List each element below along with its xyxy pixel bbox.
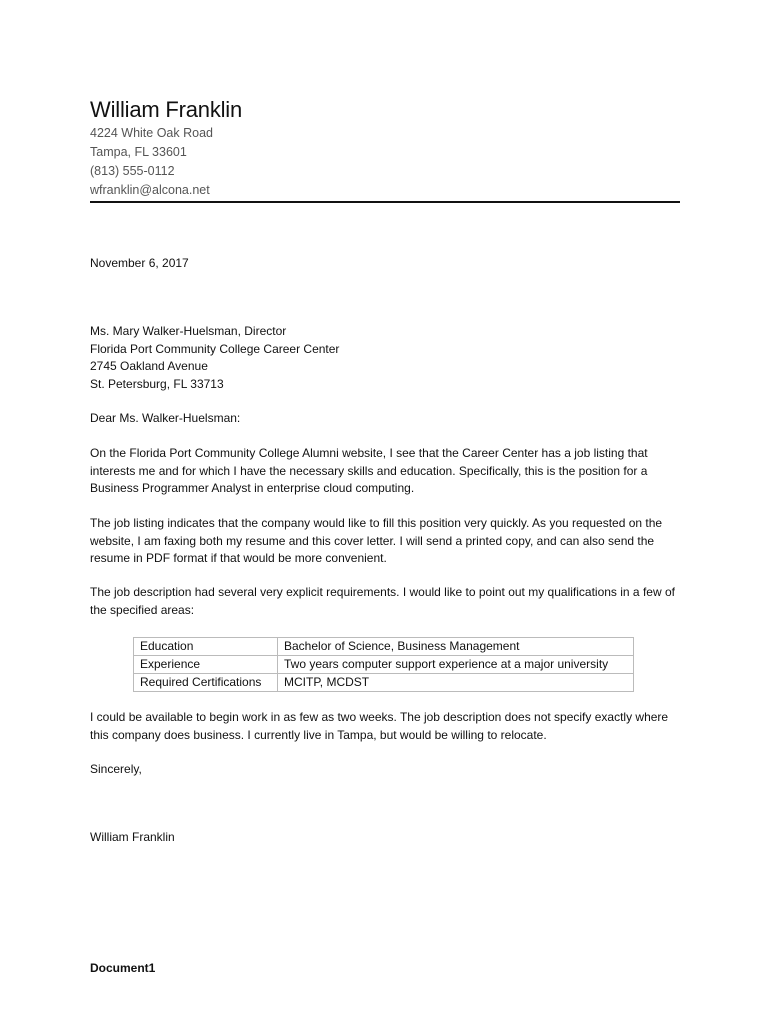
qualification-label: Experience [134,656,278,674]
sender-city: Tampa, FL 33601 [90,145,187,159]
sender-address: 4224 White Oak Road [90,126,213,140]
recipient-block [90,323,339,393]
salutation: Dear Ms. Walker-Huelsman: [90,411,241,425]
signature-name: William Franklin [90,830,175,844]
document-footer: Document1 [90,961,156,975]
recipient-line-name: Ms. Mary Walker-Huelsman, Director [90,324,287,338]
paragraph-1: On the Florida Port Community College Alumni website, I see that the Career Center has a job listing that interests me and for which I have the necessary skills and education. Specifically, this is the position for a Business Programmer Analyst in enterprise cloud computing. [90,446,648,495]
qualification-value: Two years computer support experience at a major university [278,656,634,674]
paragraph-4: I could be available to begin work in as few as two weeks. The job description does not specify exactly where this company does business. I currently live in Tampa, but would be willing to relocate. [90,710,669,742]
recipient-line-city: St. Petersburg, FL 33713 [90,376,224,391]
sender-name: William Franklin [90,97,243,122]
qualification-value: Bachelor of Science, Business Management [278,638,634,656]
recipient-line-org: Florida Port Community College Career Center [90,341,340,356]
qualification-value: MCITP, MCDST [278,674,634,692]
table-row [134,656,634,674]
sender-email: wfranklin@alcona.net [90,183,210,197]
closing: Sincerely, [90,762,142,776]
recipient-line-street: 2745 Oakland Avenue [90,359,208,373]
letter-date: November 6, 2017 [90,256,189,270]
table-row [134,638,634,656]
qualification-label: Education [134,638,278,656]
sender-block [90,96,680,200]
table-row [134,674,634,692]
qualification-label: Required Certifications [134,674,278,692]
paragraph-2: The job listing indicates that the company would like to fill this position very quickly. As you requested on the website, I am faxing both my resume and this cover letter. I will send a printed copy, and can also send the resume in PDF format if that would be more convenient. [90,516,663,565]
sender-phone: (813) 555-0112 [90,164,175,178]
header-divider [90,201,680,203]
qualifications-table [133,637,634,692]
paragraph-3: The job description had several very explicit requirements. I would like to point out my qualifications in a few of the specified areas: [90,585,675,617]
